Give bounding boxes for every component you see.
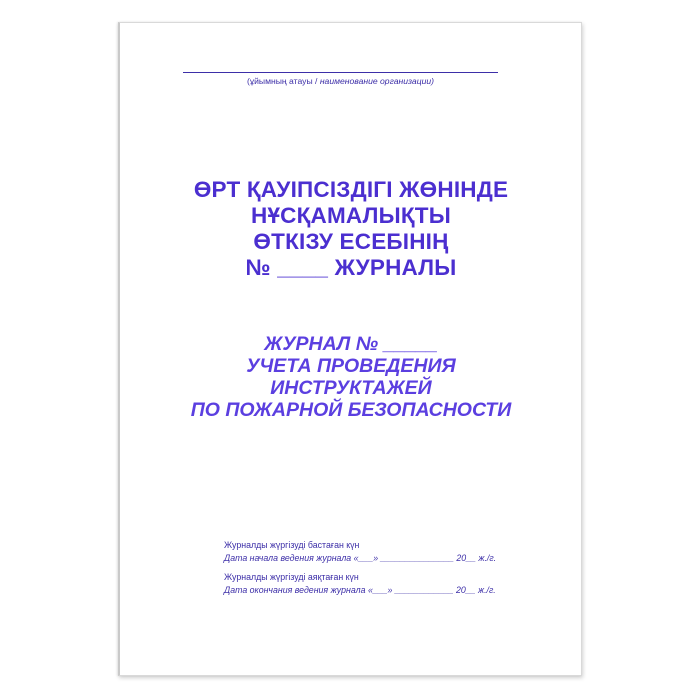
journal-dates: [224, 539, 574, 596]
kazakh-title-line-2: НҰСҚАМАЛЫҚТЫ: [251, 203, 451, 228]
russian-title-line-4: ПО ПОЖАРНОЙ БЕЗОПАСНОСТИ: [190, 399, 512, 421]
organization-caption-kz: (ұйымның атауы /: [246, 76, 318, 86]
russian-title-line-2: УЧЕТА ПРОВЕДЕНИЯ: [246, 355, 456, 377]
russian-title-line-1: ЖУРНАЛ № _____: [264, 333, 438, 355]
organization-caption: [183, 76, 498, 86]
end-date-label-kz: Журналды жүргізуді аяқтаған күн: [224, 572, 359, 582]
kazakh-title: [120, 177, 582, 281]
kazakh-title-line-4: № ____ ЖУРНАЛЫ: [245, 255, 457, 280]
kazakh-title-line-1: ӨРТ ҚАУІПСІЗДІГІ ЖӨНІНДЕ: [193, 177, 509, 202]
organization-name-line: [183, 72, 498, 73]
kazakh-title-line-3: ӨТКІЗУ ЕСЕБІНІҢ: [253, 229, 449, 254]
russian-title-line-3: ИНСТРУКТАЖЕЙ: [270, 377, 432, 399]
start-date-label-ru: Дата начала ведения журнала «___» _______________ 20__ ж./г.: [224, 552, 497, 563]
organization-caption-ru: наименование организации): [319, 76, 435, 86]
end-date-label-ru: Дата окончания ведения журнала «___» ____________ 20__ ж./г.: [224, 584, 496, 595]
russian-title: [120, 333, 582, 421]
journal-cover: [118, 22, 582, 676]
start-date-label-kz: Журналды жүргізуді бастаған күн: [224, 540, 360, 550]
